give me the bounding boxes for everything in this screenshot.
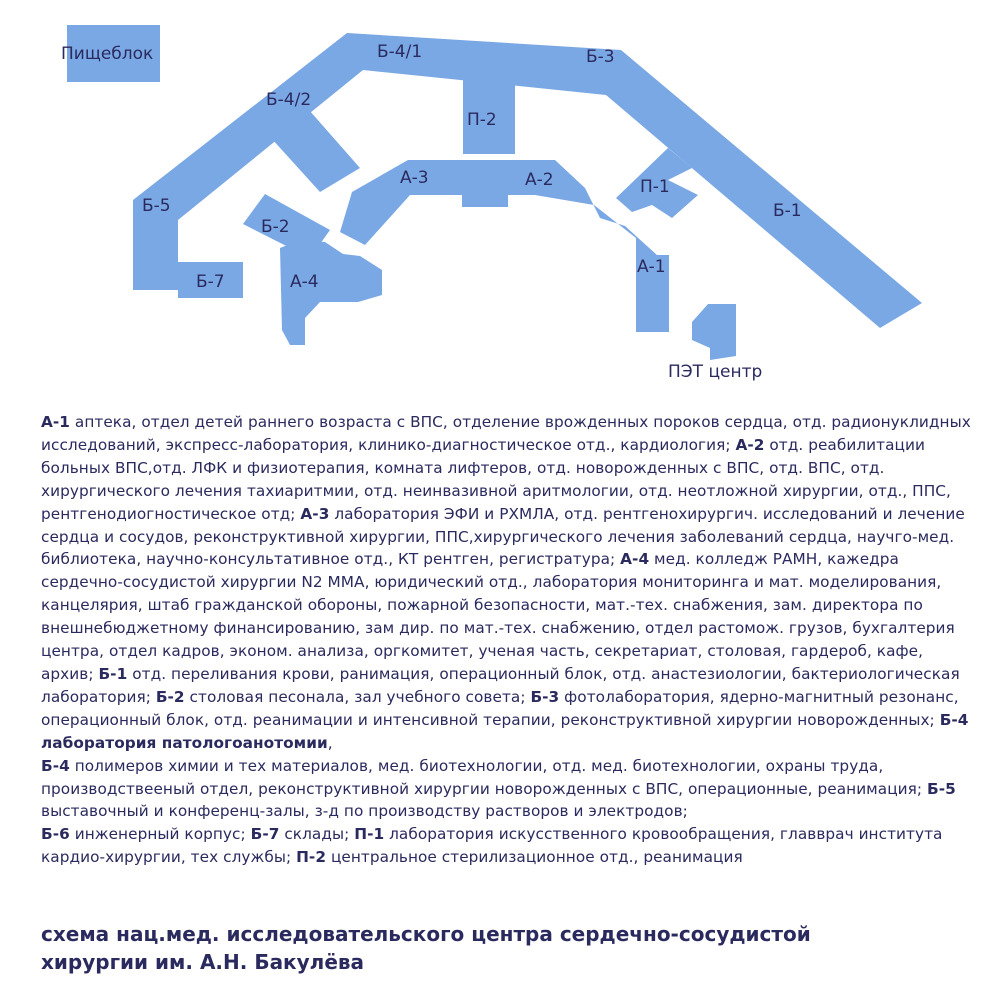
- legend-text: центральное стерилизационное отд., реанимация: [326, 848, 743, 867]
- legend-code: П-1: [354, 825, 385, 844]
- caption-line-1: схема нац.мед. исследовательского центра сердечно-сосудистой: [41, 922, 811, 946]
- label-pishcheblok: Пищеблок: [61, 44, 154, 64]
- legend-text: ,: [327, 733, 333, 752]
- legend-text: фотолаборатория, ядерно-магнитный резонанс, операционный блок, отд. реанимации и интенсивной терапии, реконструктивной хирургии новорожденных;: [41, 687, 959, 729]
- legend-code: А-4: [620, 550, 650, 569]
- legend-text: столовая песонала, зал учебного совета;: [184, 687, 531, 706]
- map-caption: [41, 920, 941, 976]
- legend-text: инженерный корпус;: [69, 825, 251, 844]
- legend-code: Б-1: [98, 664, 128, 683]
- legend-text: отд. переливания крови, ранимация, операционный блок, отд. анастезиологии, бактериологическая лаборатория;: [41, 664, 960, 706]
- label-p1: П-1: [640, 177, 670, 197]
- building-b7: [133, 255, 243, 298]
- legend-code: Б-7: [250, 825, 280, 844]
- legend-text: лаборатория искусственного кровообращения, главврач института кардио-хирургии, тех службы;: [41, 825, 943, 867]
- legend-code: П-2: [296, 848, 327, 867]
- legend-text: выставочный и конференц-залы, з-д по производству растворов и электродов;: [41, 802, 688, 821]
- label-b7: Б-7: [196, 272, 225, 292]
- legend-text: лаборатория ЭФИ и РХМЛА, отд. рентгенохирургич. исследований и лечение сердца и сосудов, реконструктивной хирургии, ППС,хирургического лечения заболеваний сердца, научго-мед. библиотека, научно-консультативное отд., КТ рентген, регистратура;: [41, 504, 965, 569]
- building-a3-a2: [340, 160, 668, 270]
- label-b1: Б-1: [773, 201, 802, 221]
- legend-code: А-2: [735, 435, 765, 454]
- building-a4: [280, 240, 382, 345]
- building-legend: [41, 411, 971, 869]
- legend-code: Б-2: [155, 687, 185, 706]
- legend-text: мед. колледж РАМН, кажедра сердечно-сосудистой хирургии N2 ММА, юридический отд., лаборатория мониторинга и мат. моделирования, канцелярия, штаб гражданской обороны, пожарной безопасности, мат.-тех. снабжения, зам. директора по внешнебюджетному финансированию, зам дир. по мат.-тех. снабжению, отдел растомож. грузов, бухгалтерия центра, отдел кадров, эконом. анализа, оргкомитет, ученая часть, секретариат, столовая, гардероб, кафе, архив;: [41, 550, 955, 683]
- legend-code: Б-6: [41, 825, 70, 844]
- buildings: [67, 25, 922, 360]
- caption-line-2: хирургии им. А.Н. Бакулёва: [41, 950, 365, 974]
- label-p2: П-2: [467, 110, 497, 130]
- label-b4-2: Б-4/2: [266, 90, 312, 110]
- label-b3: Б-3: [586, 47, 615, 67]
- legend-code: Б-4: [41, 756, 70, 775]
- legend-text: склады;: [279, 825, 355, 844]
- building-pet: [692, 304, 736, 360]
- legend-code: А-1: [41, 413, 70, 431]
- label-pet-center: ПЭТ центр: [668, 362, 763, 382]
- legend-code: Б-5: [927, 779, 956, 798]
- label-b4-1: Б-4/1: [377, 42, 423, 62]
- label-b2: Б-2: [261, 217, 290, 237]
- legend-text: отд. реабилитации больных ВПС,отд. ЛФК и физиотерапия, комната лифтеров, отд. новорожденных с ВПС, отд. ВПС, отд. хирургического лечения тахиаритмии, отд. неинвазивной аритмологии, отд. неотложной хирургии, отд., ППС, рентгенодиогностическое отд;: [41, 435, 951, 523]
- legend-text: аптека, отдел детей раннего возраста с ВПС, отделение врожденных пороков сердца, отд. радионуклидных исследований, экспресс-лаборатория, клинико-диагностическое отд., кардиология;: [41, 413, 971, 454]
- label-a4: А-4: [290, 272, 319, 292]
- legend-code: А-3: [300, 504, 330, 523]
- label-a1: А-1: [637, 257, 666, 277]
- legend-code: Б-3: [530, 687, 560, 706]
- legend-code: Б-4 лаборатория патологоанотомии: [41, 710, 969, 752]
- label-b5: Б-5: [142, 196, 171, 216]
- label-a3: А-3: [400, 168, 429, 188]
- legend-text: полимеров химии и тех материалов, мед. биотехнологии, отд. мед. биотехнологии, охраны труда, производствееный отдел, реконструктивной хирургии новорожденных с ВПС, операционные, реанимация;: [41, 756, 928, 798]
- label-a2: А-2: [525, 170, 554, 190]
